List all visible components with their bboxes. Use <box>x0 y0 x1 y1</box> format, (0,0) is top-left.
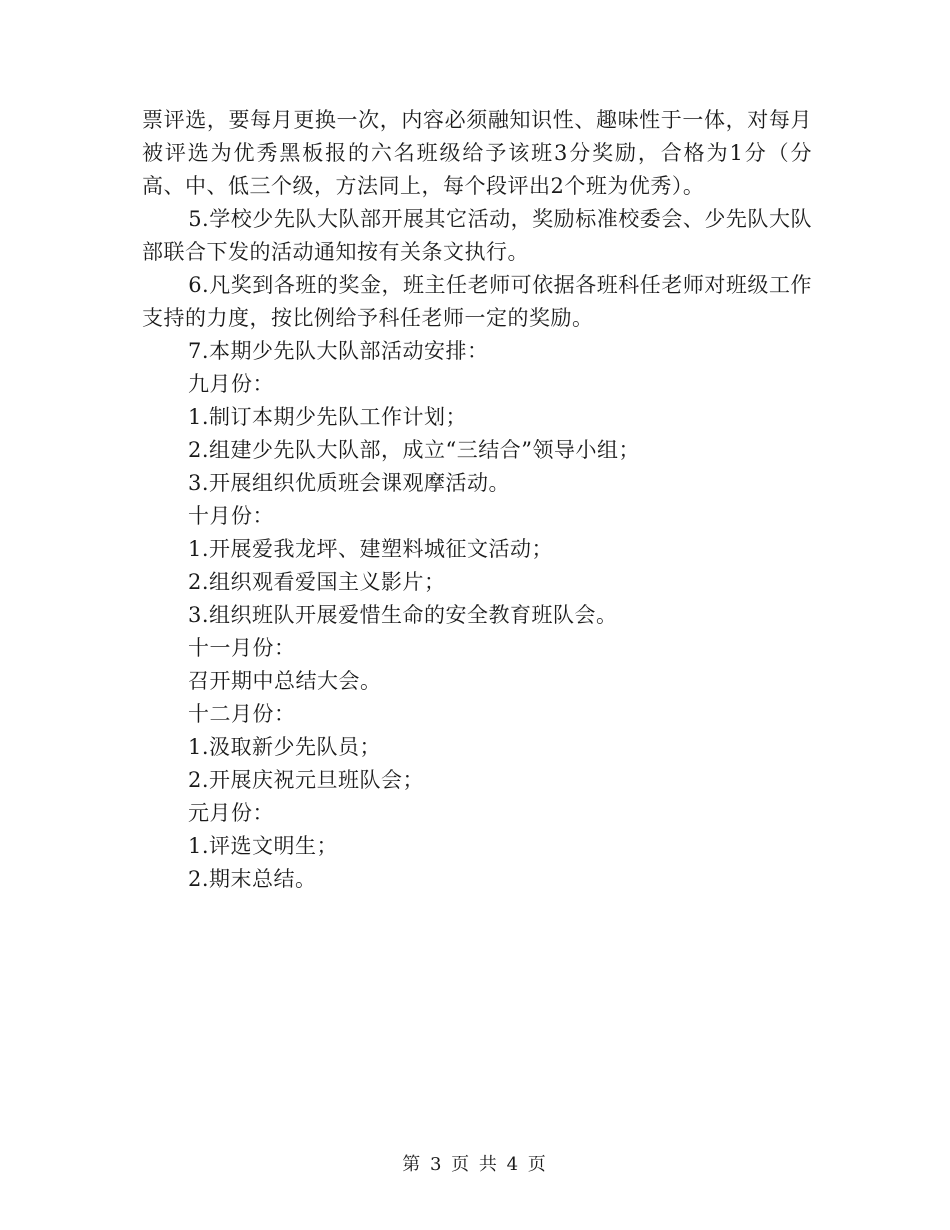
list-item: 1.汲取新少先队员； <box>188 735 382 759</box>
list-item: 召开期中总结大会。 <box>188 669 382 693</box>
list-item: 1.制订本期少先队工作计划； <box>188 405 468 429</box>
month-heading-january: 元月份： <box>188 801 274 825</box>
list-item: 2.期末总结。 <box>188 867 317 891</box>
paragraph-item-7: 7.本期少先队大队部活动安排： <box>188 339 489 363</box>
month-heading-november: 十一月份： <box>188 636 296 660</box>
month-heading-october: 十月份： <box>188 504 274 528</box>
month-heading-september: 九月份： <box>188 372 274 396</box>
list-item: 2.开展庆祝元旦班队会； <box>188 768 425 792</box>
list-item: 3.组织班队开展爱惜生命的安全教育班队会。 <box>188 603 618 627</box>
month-heading-december: 十二月份： <box>188 702 296 726</box>
list-item: 3.开展组织优质班会课观摩活动。 <box>188 471 511 495</box>
paragraph-item-6: 6.凡奖到各班的奖金，班主任老师可依据各班科任老师对班级工作支持的力度，按比例给予科任老师一定的奖励。 <box>142 273 812 330</box>
list-item: 1.开展爱我龙坪、建塑料城征文活动； <box>188 537 554 561</box>
list-item: 1.评选文明生； <box>188 834 339 858</box>
paragraph-item-5: 5.学校少先队大队部开展其它活动，奖励标准校委会、少先队大队部联合下发的活动通知按有关条文执行。 <box>142 207 812 264</box>
list-item: 2.组建少先队大队部，成立“三结合”领导小组； <box>188 438 641 462</box>
page-number-footer: 第 3 页 共 4 页 <box>402 1154 548 1175</box>
document-body <box>142 104 812 896</box>
list-item: 2.组织观看爱国主义影片； <box>188 570 446 594</box>
paragraph-voting-rules: 票评选，要每月更换一次，内容必须融知识性、趣味性于一体，对每月被评选为优秀黑板报的六名班级给予该班3分奖励，合格为1分（分高、中、低三个级，方法同上，每个段评出2个班为优秀）。 <box>142 108 812 198</box>
